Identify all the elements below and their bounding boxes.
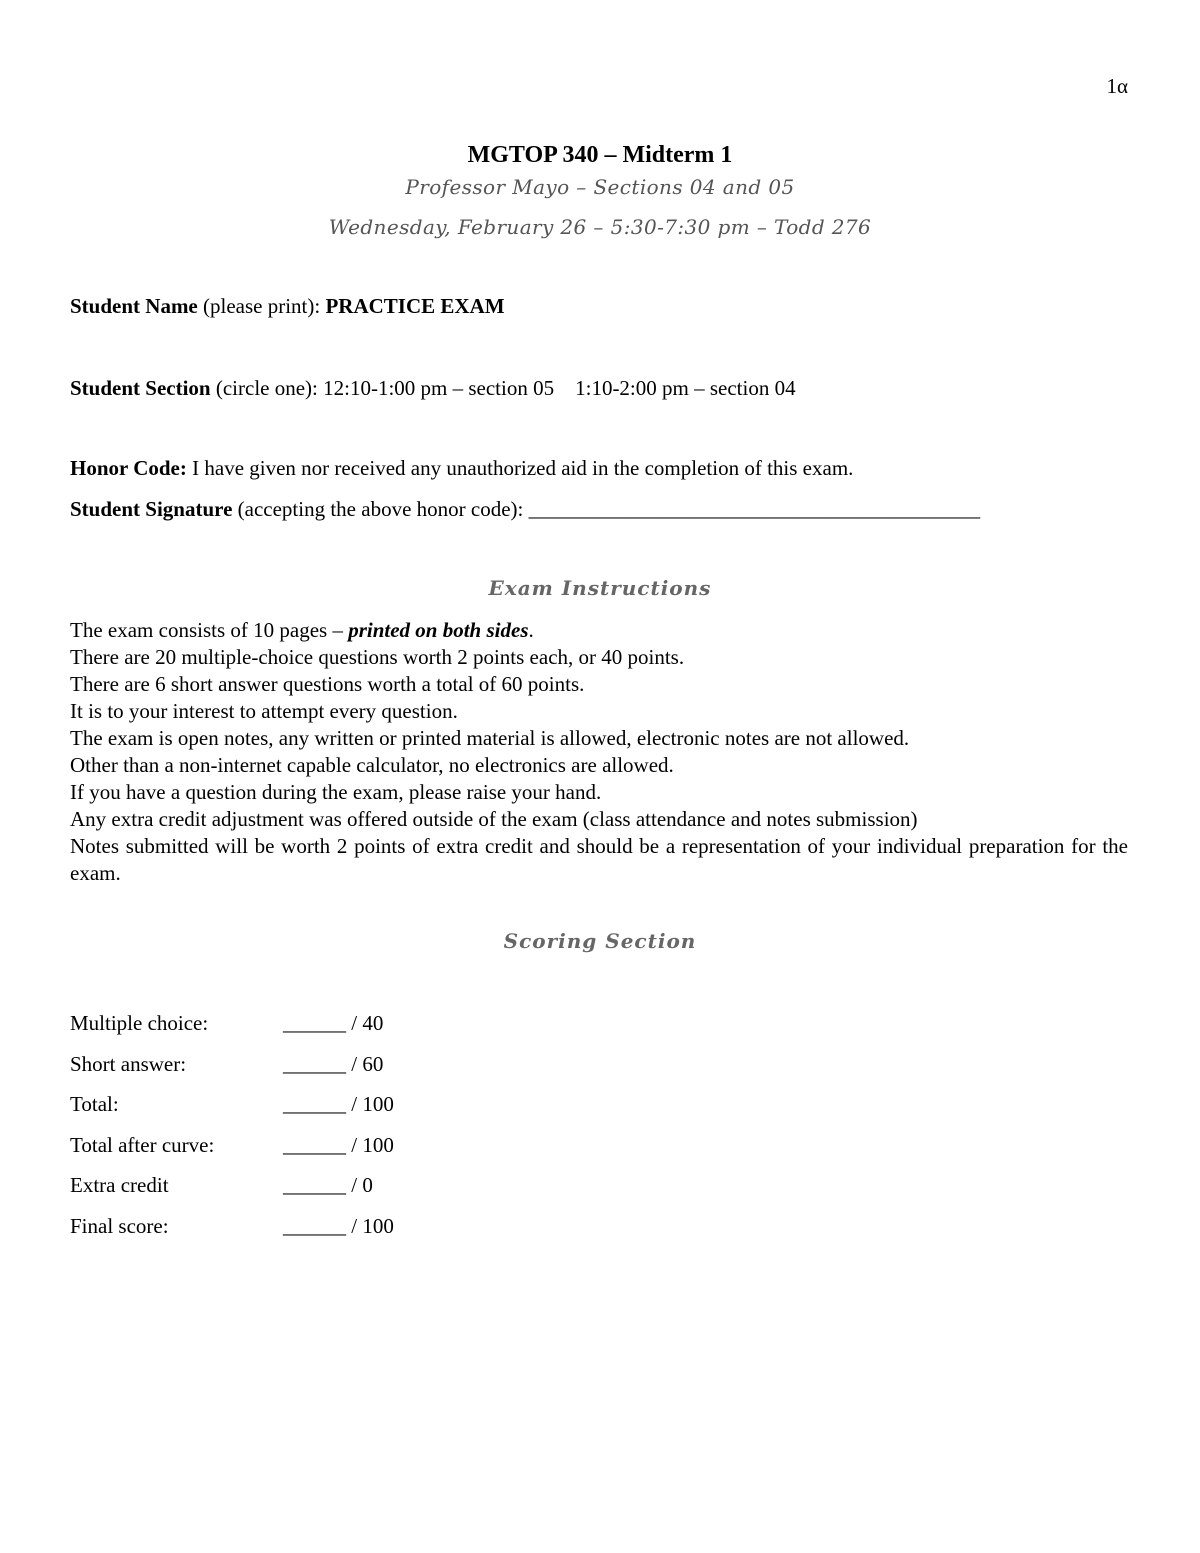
student-section-options: (circle one): 12:10-1:00 pm – section 05 1:10-2:00 pm – section 04 (210, 376, 796, 400)
student-signature-hint: (accepting the above honor code): (232, 497, 529, 521)
signature-line: ___________________________________________ (528, 497, 981, 521)
score-label: Final score: (70, 1213, 169, 1238)
exam-header (0, 140, 1200, 242)
honor-code-label: Honor Code: (70, 456, 187, 480)
instruction-line: Notes submitted will be worth 2 points of extra credit and should be a representation of your individual preparation for the exam. (70, 834, 1128, 885)
score-blank: ______ / 60 (283, 1051, 384, 1076)
score-label: Extra credit (70, 1173, 169, 1198)
exam-instructions-heading: Exam Instructions (488, 576, 712, 600)
score-row (70, 1170, 394, 1211)
scoring-table (70, 1008, 394, 1252)
student-section-field (70, 374, 796, 402)
instruction-line: It is to your interest to attempt every question. (70, 699, 458, 723)
student-name-value: PRACTICE EXAM (325, 294, 505, 318)
instruction-emphasis: printed on both sides (348, 618, 529, 642)
instruction-line: There are 20 multiple-choice questions worth 2 points each, or 40 points. (70, 645, 685, 669)
scoring-section-heading: Scoring Section (503, 929, 697, 953)
instruction-line: The exam is open notes, any written or printed material is allowed, electronic notes are not allowed. (70, 726, 910, 750)
score-row (70, 1089, 394, 1130)
student-name-hint: (please print): (197, 294, 326, 318)
score-blank: ______ / 40 (283, 1011, 384, 1035)
instruction-line (70, 617, 1128, 644)
score-label: Multiple choice: (70, 1011, 209, 1035)
honor-code-text: I have given nor received any unauthorized aid in the completion of this exam. (186, 456, 854, 480)
score-row (70, 1008, 394, 1049)
student-name-label: Student Name (70, 294, 198, 318)
professor-line: Professor Mayo – Sections 04 and 05 (405, 175, 795, 199)
score-row (70, 1130, 394, 1171)
page-number: 1α (1106, 74, 1128, 98)
score-row (70, 1211, 394, 1252)
student-section-label: Student Section (70, 376, 211, 400)
exam-instructions-list (70, 617, 1128, 887)
student-signature-label: Student Signature (70, 497, 233, 521)
instruction-line: If you have a question during the exam, please raise your hand. (70, 780, 602, 804)
instruction-line: Any extra credit adjustment was offered outside of the exam (class attendance and notes submission) (70, 807, 918, 831)
student-signature-field (70, 495, 980, 523)
instruction-period: . (528, 618, 534, 642)
score-label: Total after curve: (70, 1132, 215, 1157)
instruction-line: There are 6 short answer questions worth a total of 60 points. (70, 672, 585, 696)
exam-title: MGTOP 340 – Midterm 1 (467, 142, 733, 168)
score-blank: ______ / 100 (283, 1132, 394, 1157)
score-blank: ______ / 0 (283, 1173, 373, 1198)
score-blank: ______ / 100 (283, 1092, 394, 1117)
score-label: Short answer: (70, 1051, 187, 1076)
score-label: Total: (70, 1092, 119, 1117)
score-row (70, 1049, 394, 1090)
instruction-line: Other than a non-internet capable calculator, no electronics are allowed. (70, 753, 674, 777)
student-name-field (70, 292, 505, 320)
score-blank: ______ / 100 (283, 1213, 394, 1238)
exam-datetime-line: Wednesday, February 26 – 5:30-7:30 pm – Todd 276 (328, 215, 872, 239)
instruction-text: The exam consists of 10 pages – (70, 618, 349, 642)
honor-code (70, 454, 853, 482)
